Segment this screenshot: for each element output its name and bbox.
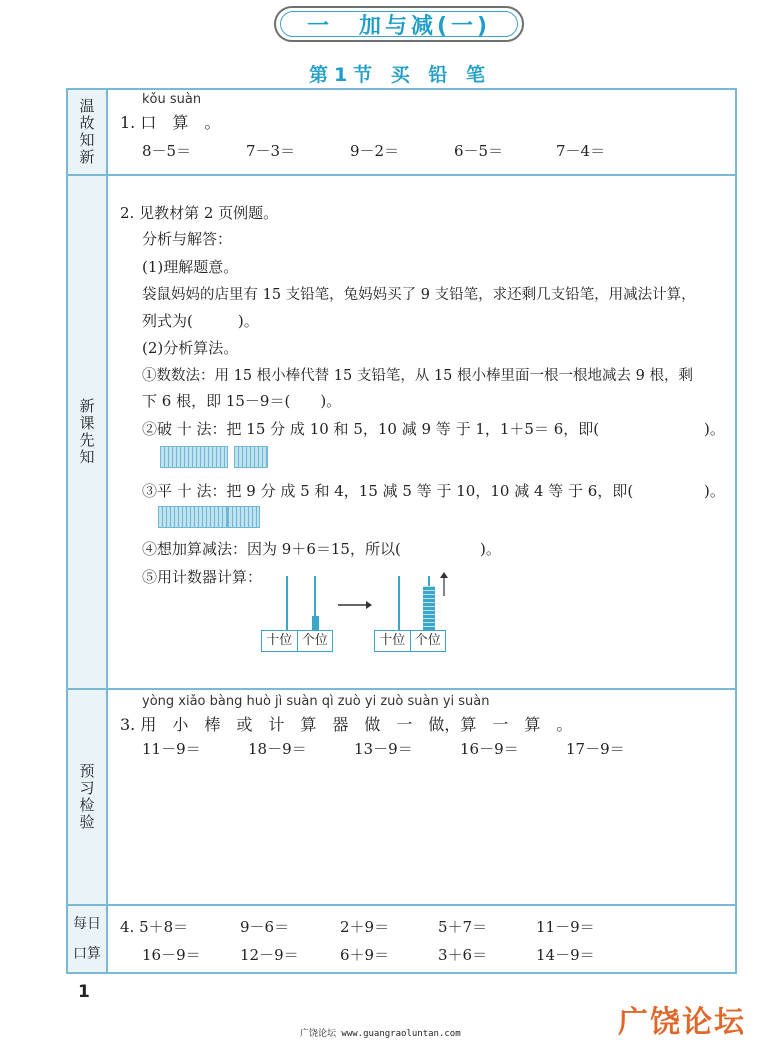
abacus2-ones-label: 个位 <box>414 633 441 648</box>
q2-method3-end: )。 <box>704 482 725 500</box>
preview-row <box>68 690 735 906</box>
q2-method4: ④想加算减法：因为 9＋6＝15，所以( <box>142 540 401 558</box>
q4-item: 9－6＝ <box>240 918 290 936</box>
abacus2-ones-beads <box>423 586 435 630</box>
abacus2-base <box>374 630 446 652</box>
abacus1-base <box>261 630 333 652</box>
q2-method2-end: )。 <box>704 420 725 438</box>
worksheet-table <box>66 88 737 974</box>
q1-item: 9－2＝ <box>350 142 400 160</box>
review-row <box>68 90 735 176</box>
q2-method1-a: ①数数法：用 15 根小棒代替 15 支铅笔，从 15 根小棒里面一根一根地减去 9 根，剩 <box>142 368 693 384</box>
q2-method2: ②破 十 法：把 15 分 成 10 和 5，10 减 9 等 于 1，1＋5＝ 6，即( <box>142 420 600 438</box>
daily-label-top: 每日 <box>73 916 101 932</box>
q2-title: 2. 见教材第 2 页例题。 <box>120 204 279 222</box>
preview-label: 预习检验 <box>77 763 96 831</box>
abacus1-tens-rod <box>286 576 288 630</box>
q2-method4-end: )。 <box>480 540 501 558</box>
q1-item: 8－5＝ <box>142 142 192 160</box>
q4-item: 12－9＝ <box>240 946 299 964</box>
q4-item: 11－9＝ <box>536 918 595 936</box>
section-subtitle: 第1节 买 铅 笔 <box>308 64 492 86</box>
q4-item: 14－9＝ <box>536 946 595 964</box>
q4-item: 3＋6＝ <box>438 946 488 964</box>
q2-method1-b: 下 6 根，即 15－9＝( )。 <box>142 392 342 410</box>
chapter-title: 一 加与减(一) <box>280 11 518 37</box>
abacus2-tens-rod <box>398 576 400 630</box>
q3-item: 13－9＝ <box>354 740 413 758</box>
q2-step1: (1)理解题意。 <box>142 258 239 276</box>
q4-item: 5＋7＝ <box>438 918 488 936</box>
arrow-right-icon <box>338 600 372 610</box>
abacus1-ones-beads <box>312 616 319 630</box>
site-logo: 广饶论坛 <box>618 1005 746 1040</box>
abacus1-tens-label: 十位 <box>262 631 298 651</box>
q4-item: 2＋9＝ <box>340 918 390 936</box>
review-label: 温故知新 <box>77 98 96 166</box>
stick-group-nine <box>158 506 228 528</box>
q1-item: 7－3＝ <box>246 142 296 160</box>
preview-label-cell <box>68 690 108 904</box>
q3-item: 18－9＝ <box>248 740 307 758</box>
daily-label-cell <box>68 906 108 972</box>
q3-pinyin: yòng xiǎo bàng huò jì suàn qì zuò yi zuò suàn yi suàn <box>142 694 490 709</box>
chapter-title-pill <box>274 6 524 42</box>
q3-item: 17－9＝ <box>566 740 625 758</box>
q2-intro: 分析与解答： <box>142 230 233 248</box>
q1-title: 1. 口 算 。 <box>120 113 221 132</box>
stick-bundle-ten <box>160 446 228 468</box>
q2-para1: 袋鼠妈妈的店里有 15 支铅笔，兔妈妈买了 9 支铅笔，求还剩几支铅笔，用减法计算， <box>142 287 696 303</box>
q3-item: 11－9＝ <box>142 740 201 758</box>
q2-para2: 列式为( )。 <box>142 312 259 330</box>
abacus1-ones-label: 个位 <box>301 633 328 648</box>
q1-item: 7－4＝ <box>556 142 606 160</box>
stick-group-five <box>234 446 268 468</box>
stick-group-nine-b <box>228 506 260 528</box>
q2-step2: (2)分析算法。 <box>142 339 239 357</box>
review-label-cell <box>68 90 108 174</box>
arrow-up-icon <box>440 572 448 596</box>
page-number: 1 <box>78 982 90 1002</box>
new-lesson-label-cell <box>68 176 108 688</box>
abacus2-tens-label: 十位 <box>375 631 411 651</box>
daily-label-bottom: 口算 <box>73 946 101 962</box>
footer-site: 广饶论坛 www.guangraoluntan.com <box>300 1029 461 1039</box>
q2-method3: ③平 十 法：把 9 分 成 5 和 4，15 减 5 等 于 10，10 减 4 等 于 6，即( <box>142 482 634 500</box>
q1-item: 6－5＝ <box>454 142 504 160</box>
q4-item: 6＋9＝ <box>340 946 390 964</box>
new-lesson-row <box>68 176 735 690</box>
daily-row <box>68 906 735 972</box>
q4-item: 16－9＝ <box>142 946 201 964</box>
new-lesson-label: 新课先知 <box>77 398 96 466</box>
q4-item: 4. 5＋8＝ <box>120 918 189 936</box>
q3-title: 3. 用 小 棒 或 计 算 器 做 一 做，算 一 算 。 <box>120 715 573 734</box>
q3-item: 16－9＝ <box>460 740 519 758</box>
q2-method5: ⑤用计数器计算： <box>142 568 263 586</box>
q1-pinyin: kǒu suàn <box>142 92 202 107</box>
